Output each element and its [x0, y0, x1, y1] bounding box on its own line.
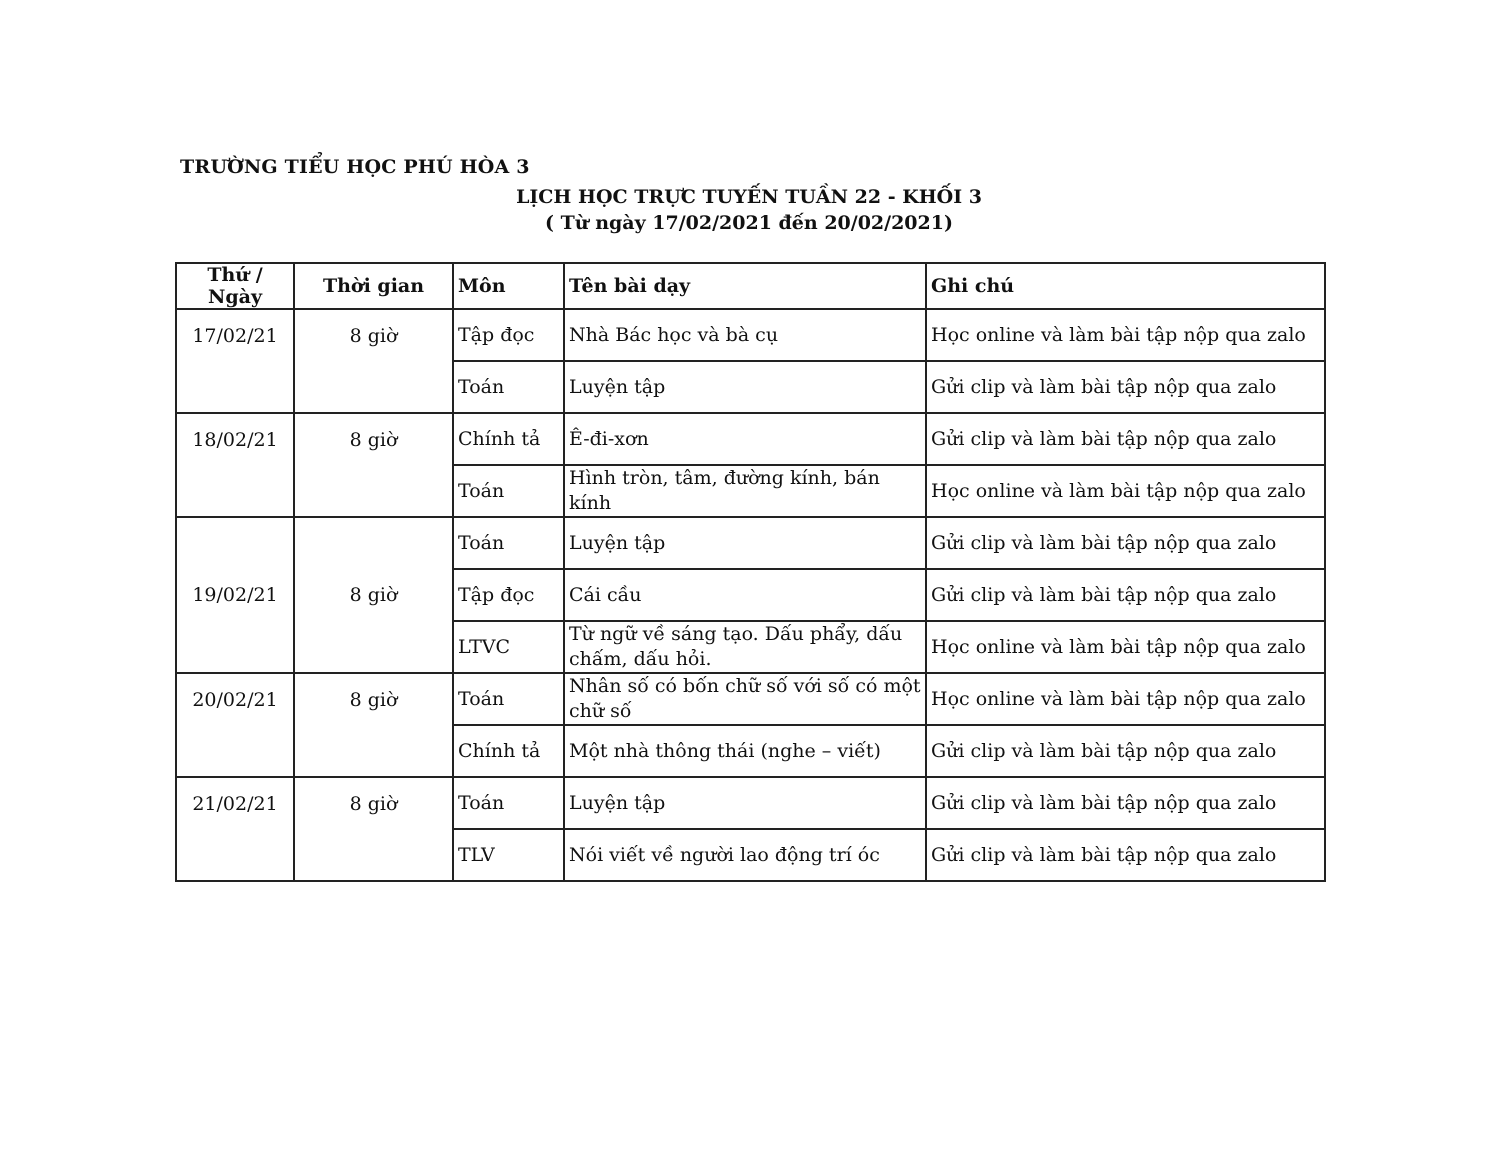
note-cell: Học online và làm bài tập nộp qua zalo	[926, 309, 1325, 361]
time-cell: 8 giờ	[294, 413, 453, 517]
note-cell: Gửi clip và làm bài tập nộp qua zalo	[926, 413, 1325, 465]
note-cell: Gửi clip và làm bài tập nộp qua zalo	[926, 777, 1325, 829]
lesson-cell: Luyện tập	[564, 777, 926, 829]
date-cell: 17/02/21	[176, 309, 294, 413]
date-cell: 20/02/21	[176, 673, 294, 777]
lesson-cell: Nhân số có bốn chữ số với số có một chữ số	[564, 673, 926, 725]
subject-cell: TLV	[453, 829, 564, 881]
table-row	[176, 777, 1325, 829]
subject-cell: LTVC	[453, 621, 564, 673]
table-row	[176, 517, 1325, 569]
lesson-cell: Ê-đi-xơn	[564, 413, 926, 465]
lesson-cell: Nói viết về người lao động trí óc	[564, 829, 926, 881]
time-cell: 8 giờ	[294, 517, 453, 673]
note-cell: Học online và làm bài tập nộp qua zalo	[926, 465, 1325, 517]
note-cell: Gửi clip và làm bài tập nộp qua zalo	[926, 361, 1325, 413]
lesson-cell: Nhà Bác học và bà cụ	[564, 309, 926, 361]
note-cell: Gửi clip và làm bài tập nộp qua zalo	[926, 569, 1325, 621]
subject-cell: Chính tả	[453, 413, 564, 465]
note-cell: Gửi clip và làm bài tập nộp qua zalo	[926, 517, 1325, 569]
column-header-lesson: Tên bài dạy	[564, 263, 926, 309]
schedule-subtitle-text: ( Từ ngày 17/02/2021 đến 20/02/2021)	[545, 212, 953, 234]
subject-cell: Toán	[453, 777, 564, 829]
lesson-cell: Hình tròn, tâm, đường kính, bán kính	[564, 465, 926, 517]
table-row	[176, 309, 1325, 361]
lesson-cell: Từ ngữ về sáng tạo. Dấu phẩy, dấu chấm, dấu hỏi.	[564, 621, 926, 673]
column-header-subject: Môn	[453, 263, 564, 309]
note-cell: Gửi clip và làm bài tập nộp qua zalo	[926, 829, 1325, 881]
lesson-cell: Luyện tập	[564, 361, 926, 413]
subject-cell: Tập đọc	[453, 569, 564, 621]
lesson-cell: Một nhà thông thái (nghe – viết)	[564, 725, 926, 777]
subject-cell: Chính tả	[453, 725, 564, 777]
subject-cell: Tập đọc	[453, 309, 564, 361]
date-cell: 21/02/21	[176, 777, 294, 881]
date-cell: 19/02/21	[176, 517, 294, 673]
lesson-cell: Luyện tập	[564, 517, 926, 569]
subject-cell: Toán	[453, 673, 564, 725]
school-name: TRƯỜNG TIỂU HỌC PHÚ HÒA 3	[180, 156, 530, 178]
schedule-title-text: LỊCH HỌC TRỰC TUYẾN TUẦN 22 - KHỐI 3	[516, 186, 982, 208]
note-cell: Học online và làm bài tập nộp qua zalo	[926, 621, 1325, 673]
column-header-time: Thời gian	[294, 263, 453, 309]
subject-cell: Toán	[453, 517, 564, 569]
schedule-table	[175, 262, 1326, 882]
note-cell: Học online và làm bài tập nộp qua zalo	[926, 673, 1325, 725]
schedule-title	[0, 186, 1500, 208]
time-cell: 8 giờ	[294, 673, 453, 777]
time-cell: 8 giờ	[294, 777, 453, 881]
subject-cell: Toán	[453, 465, 564, 517]
schedule-subtitle	[0, 212, 1500, 234]
subject-cell: Toán	[453, 361, 564, 413]
time-cell: 8 giờ	[294, 309, 453, 413]
lesson-cell: Cái cầu	[564, 569, 926, 621]
note-cell: Gửi clip và làm bài tập nộp qua zalo	[926, 725, 1325, 777]
date-cell: 18/02/21	[176, 413, 294, 517]
table-header-row	[176, 263, 1325, 309]
column-header-note: Ghi chú	[926, 263, 1325, 309]
table-row	[176, 673, 1325, 725]
table-row	[176, 413, 1325, 465]
column-header-date: Thứ / Ngày	[176, 263, 294, 309]
